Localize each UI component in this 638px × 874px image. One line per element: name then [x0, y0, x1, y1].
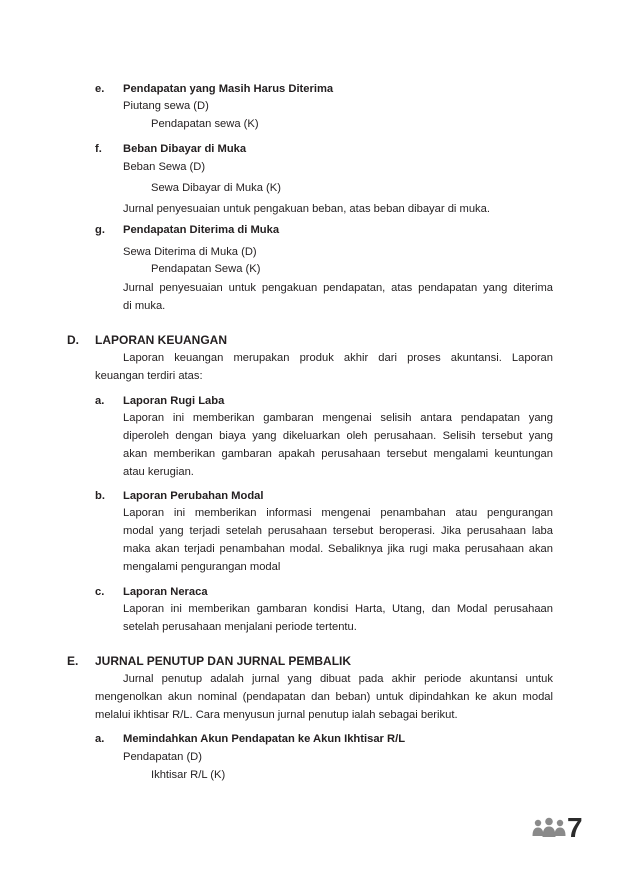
item-title: Beban Dibayar di Muka [123, 143, 247, 155]
paragraph-line: atau kerugian. [123, 466, 194, 478]
journal-line: Piutang sewa (D) [123, 100, 209, 112]
paragraph-line: Jurnal penyesuaian untuk pengakuan beban, atas beban dibayar di muka. [123, 203, 490, 215]
item-title: Laporan Perubahan Modal [123, 490, 264, 502]
item-letter: g. [95, 224, 105, 236]
item-title: Pendapatan yang Masih Harus Diterima [123, 83, 334, 95]
journal-line: Sewa Diterima di Muka (D) [123, 246, 257, 258]
journal-line: Sewa Dibayar di Muka (K) [151, 182, 281, 194]
journal-line: Pendapatan sewa (K) [151, 118, 259, 130]
section-title: JURNAL PENUTUP DAN JURNAL PEMBALIK [95, 654, 352, 668]
paragraph-line: Laporan ini memberikan informasi mengenai penambahan atau pengurangan [123, 507, 553, 519]
group-people-icon [532, 816, 566, 838]
paragraph-line: melalui ikhtisar R/L. Cara menyusun jurnal penutup ialah sebagai berikut. [95, 709, 458, 721]
paragraph-line: akan memberikan gambaran apakah perusahaan tersebut mengalami keuntungan [123, 448, 553, 460]
item-title: Laporan Neraca [123, 586, 208, 598]
paragraph-line: mengenolkan akun nominal (pendapatan dan beban) untuk dipindahkan ke akun modal [95, 691, 553, 703]
paragraph-line: setelah perusahaan menjalani periode tertentu. [123, 621, 357, 633]
paragraph-line: Jurnal penyesuaian untuk pengakuan pendapatan, atas pendapatan yang diterima [123, 282, 553, 294]
paragraph-line: Laporan ini memberikan gambaran mengenai selisih antara pendapatan yang [123, 412, 553, 424]
item-title: Laporan Rugi Laba [123, 395, 225, 407]
item-letter: f. [95, 143, 102, 155]
paragraph-line: Laporan ini memberikan gambaran kondisi Harta, Utang, dan Modal perusahaan [123, 603, 553, 615]
journal-line: Pendapatan (D) [123, 751, 202, 763]
paragraph-line: Laporan keuangan merupakan produk akhir dari proses akuntansi. Laporan [123, 352, 553, 364]
item-letter: a. [95, 733, 105, 745]
item-letter: b. [95, 490, 105, 502]
page-number: 7 [567, 812, 583, 843]
item-letter: e. [95, 83, 105, 95]
paragraph-line: modal yang terjadi setelah perusahaan tersebut beroperasi. Jika perusahaan laba [123, 525, 553, 537]
paragraph-line: keuangan terdiri atas: [95, 370, 203, 382]
paragraph-line: diperoleh dengan biaya yang dikeluarkan oleh perusahaan. Selisih tersebut yang [123, 430, 553, 442]
item-letter: a. [95, 395, 105, 407]
paragraph-line: Jurnal penutup adalah jurnal yang dibuat pada akhir periode akuntansi untuk [123, 673, 553, 685]
section-letter: E. [67, 654, 79, 668]
paragraph-line: mengalami pengurangan modal [123, 561, 281, 573]
paragraph-line: di muka. [123, 300, 166, 312]
item-letter: c. [95, 586, 105, 598]
item-title: Memindahkan Akun Pendapatan ke Akun Ikhtisar R/L [123, 733, 406, 745]
paragraph-line: maka akan terjadi penambahan modal. Sebaliknya jika rugi maka perusahaan akan [123, 543, 553, 555]
item-title: Pendapatan Diterima di Muka [123, 224, 280, 236]
section-title: LAPORAN KEUANGAN [95, 333, 227, 347]
journal-line: Pendapatan Sewa (K) [151, 263, 261, 275]
section-letter: D. [67, 333, 79, 347]
journal-line: Ikhtisar R/L (K) [151, 769, 226, 781]
journal-line: Beban Sewa (D) [123, 161, 206, 173]
